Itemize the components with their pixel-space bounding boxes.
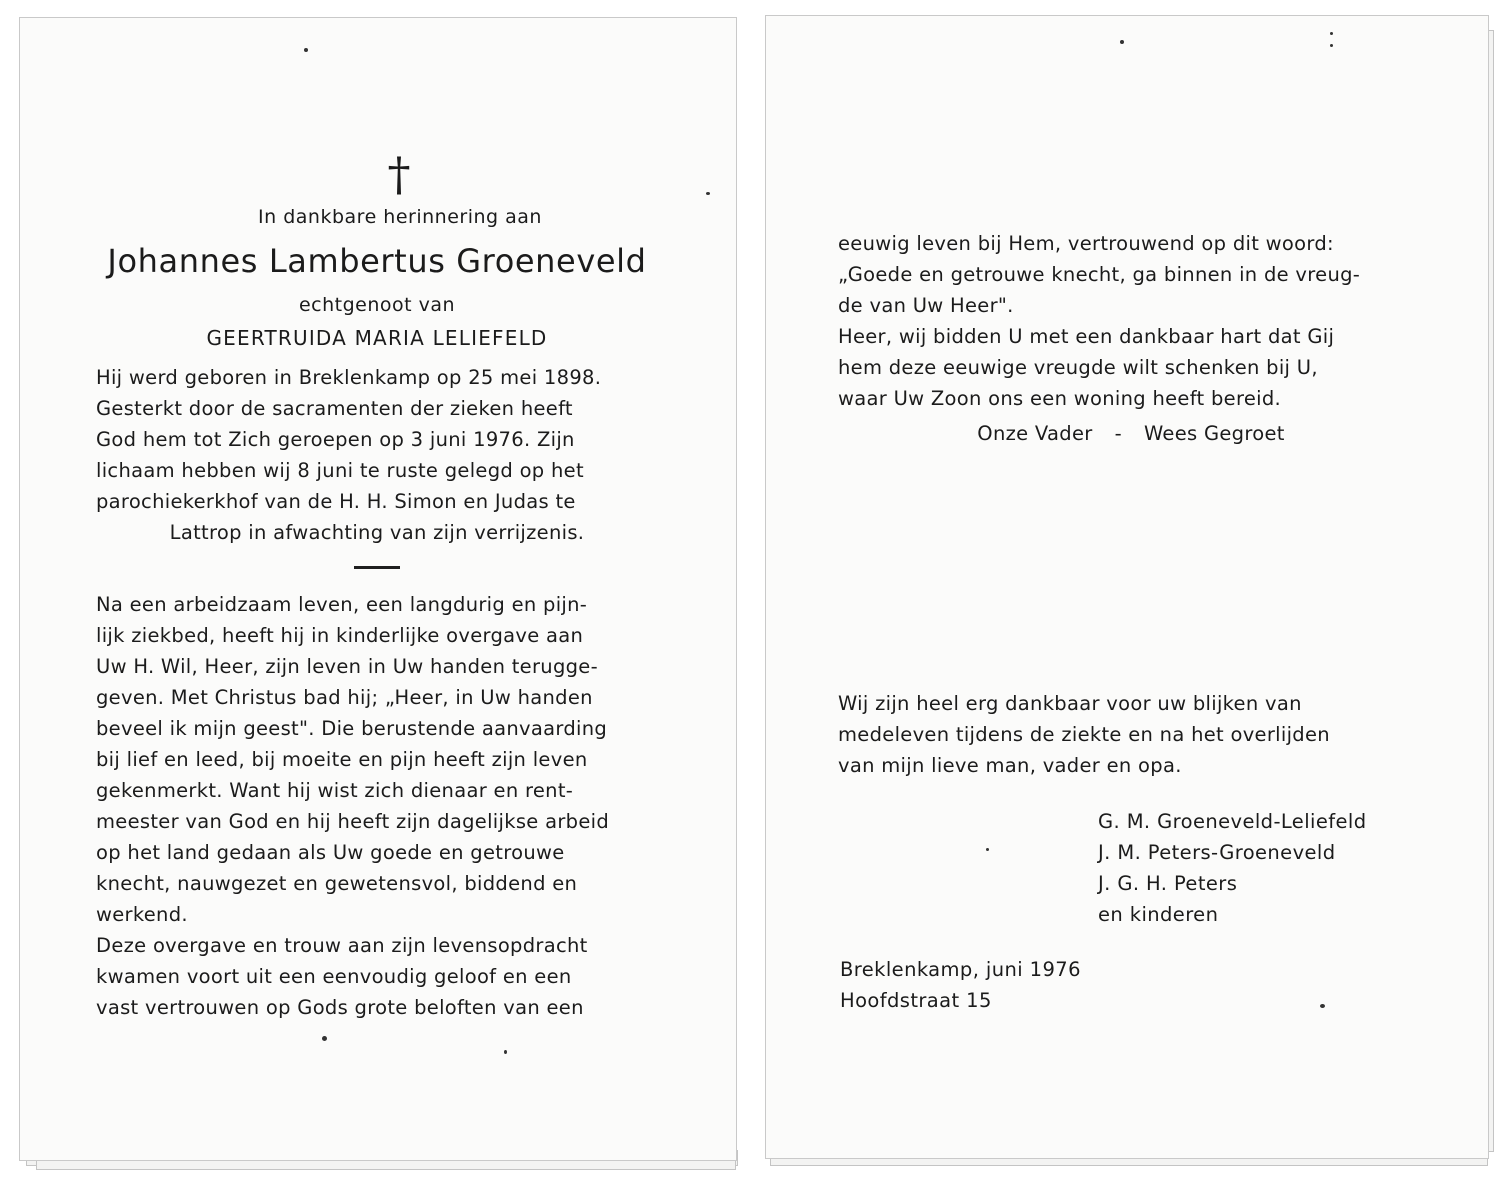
- biography-line: parochiekerkhof van de H. H. Simon en Judas te: [96, 490, 576, 513]
- print-speck: [1330, 32, 1333, 35]
- devotion-line: Deze overgave en trouw aan zijn levensopdracht: [96, 934, 588, 957]
- tribute-line: Na een arbeidzaam leven, een langdurig en pijn-: [96, 593, 588, 616]
- thanks-line: van mijn lieve man, vader en opa.: [838, 754, 1182, 777]
- deceased-name: Johannes Lambertus Groeneveld: [107, 242, 647, 280]
- signatures: [1098, 806, 1367, 930]
- spouse-label: echtgenoot van: [298, 294, 456, 316]
- cross-icon: †: [387, 147, 411, 201]
- place-date: Breklenkamp, juni 1976: [840, 958, 1081, 981]
- print-speck: [1330, 44, 1333, 47]
- biography-line: Gesterkt door de sacramenten der zieken heeft: [96, 397, 573, 420]
- print-speck: [504, 1050, 507, 1054]
- thanks-line: medeleven tijdens de ziekte en na het overlijden: [838, 723, 1330, 746]
- tribute-line: knecht, nauwgezet en gewetensvol, biddend en: [96, 872, 578, 895]
- devotion-line: vast vertrouwen op Gods grote beloften van een: [96, 996, 584, 1019]
- tribute-line: lijk ziekbed, heeft hij in kinderlijke overgave aan: [96, 624, 584, 647]
- continuation-line: eeuwig leven bij Hem, vertrouwend op dit woord:: [838, 232, 1334, 255]
- thanks-message: [838, 688, 1404, 781]
- biography: [96, 362, 658, 548]
- print-speck: [322, 1036, 327, 1041]
- print-speck: [986, 848, 989, 851]
- biography-line: Lattrop in afwachting van zijn verrijzenis.: [169, 521, 585, 544]
- prayer-separator: -: [1114, 422, 1122, 445]
- print-speck: [304, 48, 308, 52]
- continuation-line: „Goede en getrouwe knecht, ga binnen in de vreug-: [838, 263, 1361, 286]
- signature-line: en kinderen: [1098, 903, 1219, 926]
- tribute-line: Uw H. Wil, Heer, zijn leven in Uw handen terugge-: [96, 655, 598, 678]
- print-speck: [1120, 40, 1124, 44]
- prayer-second: Wees Gegroet: [1143, 422, 1285, 445]
- intro-text: In dankbare herinnering aan: [258, 206, 542, 228]
- tribute-line: geven. Met Christus bad hij; „Heer, in Uw handen: [96, 686, 593, 709]
- tribute-line: werkend.: [96, 903, 188, 926]
- prayer-line: [838, 422, 1404, 445]
- print-speck: [1320, 1004, 1325, 1008]
- right-page: [766, 16, 1488, 1158]
- section-divider: [354, 566, 400, 569]
- biography-line: lichaam hebben wij 8 juni te ruste gelegd op het: [96, 459, 584, 482]
- tribute-line: meester van God en hij heeft zijn dagelijkse arbeid: [96, 810, 610, 833]
- tribute-line: bij lief en leed, bij moeite en pijn heeft zijn leven: [96, 748, 588, 771]
- continuation-line: Heer, wij bidden U met een dankbaar hart dat Gij: [838, 325, 1335, 348]
- thanks-line: Wij zijn heel erg dankbaar voor uw blijken van: [838, 692, 1302, 715]
- continuation-line: hem deze eeuwige vreugde wilt schenken bij U,: [838, 356, 1318, 379]
- devotion: [96, 930, 658, 1023]
- devotion-line: kwamen voort uit een eenvoudig geloof en een: [96, 965, 572, 988]
- signature-line: G. M. Groeneveld-Leliefeld: [1098, 810, 1367, 833]
- place-and-address: [840, 954, 1081, 1016]
- signature-line: J. M. Peters-Groeneveld: [1098, 841, 1336, 864]
- print-speck: [706, 192, 710, 195]
- tribute: [96, 589, 658, 930]
- tribute-line: beveel ik mijn geest". Die berustende aanvaarding: [96, 717, 608, 740]
- right-page-content: [838, 228, 1404, 445]
- biography-line: Hij werd geboren in Breklenkamp op 25 mei 1898.: [96, 366, 602, 389]
- continuation-line: de van Uw Heer".: [838, 294, 1014, 317]
- prayer-first: Onze Vader: [977, 422, 1093, 445]
- spouse-name: GEERTRUIDA MARIA LELIEFELD: [206, 326, 548, 350]
- tribute-line: op het land gedaan als Uw goede en getrouwe: [96, 841, 565, 864]
- signature-line: J. G. H. Peters: [1098, 872, 1238, 895]
- continuation-line: waar Uw Zoon ons een woning heeft bereid.: [838, 387, 1282, 410]
- biography-line: God hem tot Zich geroepen op 3 juni 1976. Zijn: [96, 428, 575, 451]
- address: Hoofdstraat 15: [840, 989, 992, 1012]
- left-page-content: [96, 147, 658, 1023]
- left-page: [20, 18, 736, 1160]
- tribute-line: gekenmerkt. Want hij wist zich dienaar en rent-: [96, 779, 574, 802]
